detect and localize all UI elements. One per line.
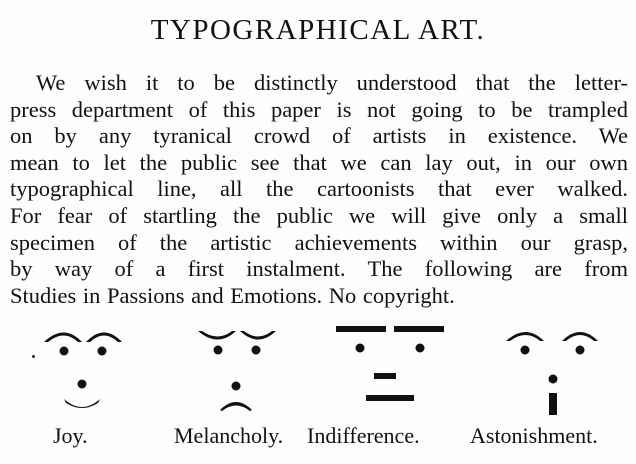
paragraph-line: press department of this paper is not going to be trampled [10,96,628,122]
paragraph-line: For fear of startling the public we will give only a small [10,202,628,228]
indifference-face-icon [330,315,470,425]
emoticon-row [0,315,636,425]
paragraph-line: on by any tyranical crowd of artists in existence. We [10,123,628,149]
paragraph-line: typographical line, all the cartoonists that ever walked. [10,176,628,202]
astonishment-face-icon [498,315,636,425]
article-paragraph [10,70,628,309]
face-label-melancholy: Melancholy. [174,423,284,448]
paragraph-line: mean to let the public see that we can lay out, in our own [10,149,628,175]
melancholy-face-icon [178,315,318,425]
face-label-astonishment: Astonishment. [470,423,598,448]
paragraph-line: specimen of the artistic achievements within our grasp, [10,229,628,255]
paragraph-line: Studies in Passions and Emotions. No copyright. [10,282,455,308]
face-label-joy: Joy. [53,423,88,448]
print-speck [32,355,35,358]
paragraph-line: by way of a first instalment. The following are from [10,256,628,282]
paragraph-line: We wish it to be distinctly understood that the letter- [36,70,628,95]
face-label-indifference: Indifference. [307,423,420,448]
joy-face-icon [22,315,162,425]
article-title: TYPOGRAPHICAL ART. [150,14,486,46]
